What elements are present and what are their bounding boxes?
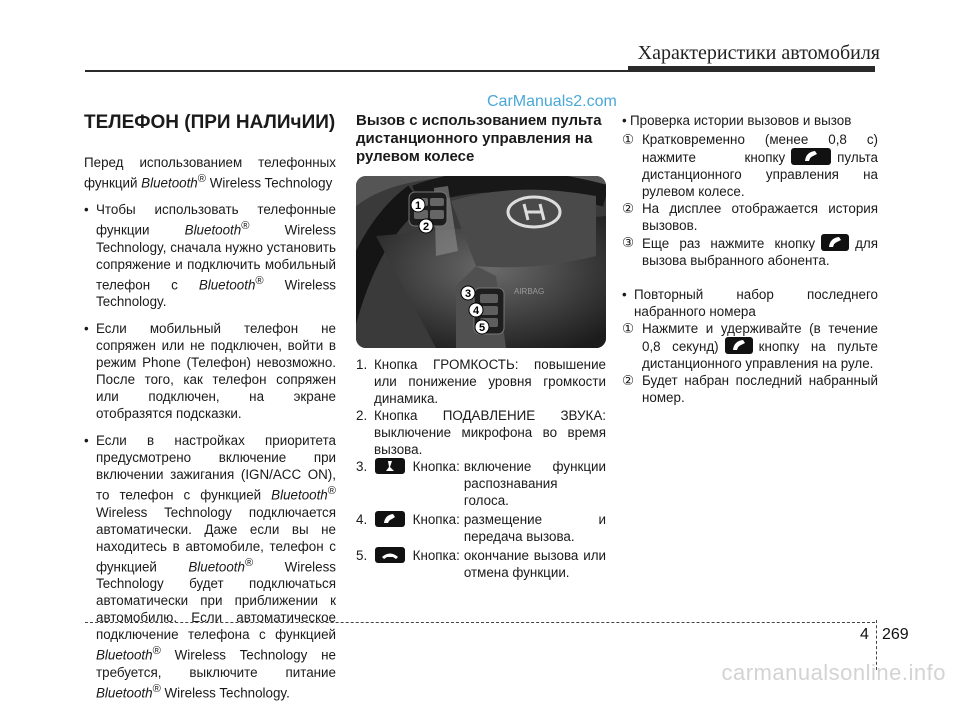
header-title: Характеристики автомобиля — [637, 42, 880, 64]
bullet-not-connected: • Если мобильный телефон не сопряжен или не подключен, войти в режим Phone (Телефон) невозможно. После того, как телефон сопряжен или подключен, на экране отобразятся подсказки. — [84, 320, 336, 422]
header-rule-accent — [628, 66, 875, 72]
bullet-auto-connect: • Если в настройках приоритета предусмотрено включение при включении зажигания (IGN/ACC ON), то телефон с функцией Bluetooth® Wireless Technology подключается автоматически. Даже если вы не находитесь в автомобиле, телефон с функцией Bluetooth® Wireless Technology будет подключаться автоматически при приближении к автомобилю. Если автоматическое подключение телефона с функцией Bluetooth® Wireless Technology не требуется, выключите питание Bluetooth® Wireless Technology. — [84, 432, 336, 701]
svg-text:3: 3 — [464, 288, 472, 300]
column-2 — [356, 112, 606, 581]
redial-title: • Повторный набор последнего набранного номера — [622, 287, 878, 319]
section-heading-phone: ТЕЛЕФОН (ПРИ НАЛИчИИ) — [84, 112, 336, 133]
callout-5 — [475, 320, 489, 334]
call-icon — [821, 234, 849, 251]
airbag-label: AIRBAG — [514, 287, 545, 296]
call-history-step-1: ① Кратковременно (менее 0,8 с) нажмите кнопку пульта дистанционного управления на рулевом колесе. — [622, 132, 878, 199]
svg-text:1: 1 — [414, 200, 422, 212]
intro-paragraph: Перед использованием телефонных функций Bluetooth® Wireless Technology — [84, 155, 336, 191]
item-end-call: 5. Кнопка: окончание вызова или отмена функции. — [356, 548, 606, 580]
voice-icon — [375, 458, 405, 474]
bullet-pairing: • Чтобы использовать телефонные функции Bluetooth® Wireless Technology, сначала нужно установить сопряжение и подключить мобильный телефон с Bluetooth® Wireless Technology. — [84, 201, 336, 310]
item-mute: 2. Кнопка ПОДАВЛЕНИЕ ЗВУКА: выключение микрофона во время вызова. — [356, 408, 606, 457]
call-icon — [791, 148, 831, 165]
end-call-icon — [375, 547, 405, 563]
column-3 — [622, 112, 878, 406]
watermark-bottom: carmanualsonline.info — [721, 660, 946, 685]
item-volume: 1. Кнопка ГРОМКОСТЬ: повышение или понижение уровня громкости динамика. — [356, 357, 606, 406]
call-history-step-3: ③ Еще раз нажмите кнопку для вызова выбранного абонента. — [622, 235, 878, 268]
callout-3 — [461, 286, 475, 300]
svg-text:4: 4 — [472, 305, 480, 317]
item-voice: 3. Кнопка: включение функции распознавания голоса. — [356, 459, 606, 508]
item-call: 4. Кнопка: размещение и передача вызова. — [356, 512, 606, 544]
call-history-title: • Проверка истории вызовов и вызов — [622, 113, 852, 128]
page-number: 269 — [882, 626, 909, 643]
callout-2 — [419, 219, 433, 233]
column-1 — [84, 112, 336, 701]
watermark-top: CarManuals2.com — [487, 93, 617, 110]
redial-step-1: ① Нажмите и удерживайте (в течение 0,8 секунд) кнопку на пульте дистанционного управления на руле. — [622, 321, 879, 371]
call-icon — [725, 337, 753, 354]
steering-wheel-image — [356, 176, 606, 348]
svg-text:2: 2 — [422, 221, 430, 233]
svg-text:5: 5 — [478, 322, 486, 334]
section-heading-steering-call: Вызов с использованием пульта дистанционного управления на рулевом колесе — [356, 112, 602, 165]
redial-step-2: ② Будет набран последний набранный номер. — [622, 373, 878, 405]
callout-4 — [469, 303, 483, 317]
chapter-number: 4 — [860, 626, 869, 643]
call-icon — [375, 511, 405, 527]
call-history-step-2: ② На дисплее отображается история вызовов. — [622, 201, 878, 233]
footer-rule — [85, 622, 875, 623]
callout-1 — [411, 198, 425, 212]
